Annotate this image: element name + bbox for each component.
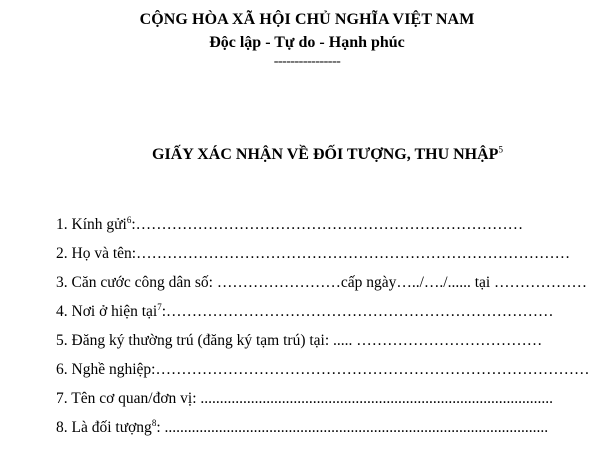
field-current-residence-label: 4. Nơi ở hiện tại	[56, 303, 158, 320]
field-current-residence-blank: :…………………………………………………………………	[161, 303, 554, 320]
footnote-6: 6	[126, 216, 132, 225]
field-recipient-label: 1. Kính gửi	[56, 216, 127, 233]
field-recipient	[56, 216, 596, 234]
document-title	[0, 146, 614, 164]
national-motto: Độc lập - Tự do - Hạnh phúc	[209, 34, 405, 51]
field-registered-residence-label: 5. Đăng ký thường trú (đăng ký tạm trú) tại:	[56, 332, 330, 349]
field-citizen-id	[56, 274, 596, 292]
field-organization-label: 7. Tên cơ quan/đơn vị:	[56, 390, 197, 407]
field-full-name	[56, 245, 596, 263]
field-registered-residence	[56, 332, 596, 350]
field-full-name-blank: …………………………………………………………………………	[136, 245, 571, 262]
document-title-text: GIẤY XÁC NHẬN VỀ ĐỐI TƯỢNG, THU NHẬP	[152, 146, 499, 163]
field-occupation-blank: …………………………………………………………………………	[155, 361, 590, 378]
field-subject-type-blank: : ...................................................................................................	[156, 419, 549, 436]
field-organization-blank: ...........................................................................................	[196, 390, 554, 407]
footnote-7: 7	[157, 303, 162, 312]
field-full-name-label: 2. Họ và tên:	[56, 245, 137, 262]
field-subject-type	[56, 419, 596, 437]
field-current-residence	[56, 303, 596, 321]
field-registered-residence-blank: ..... ………………………………	[329, 332, 543, 349]
field-citizen-id-blank: ……………………cấp ngày…../…./...... tại ………………	[212, 274, 588, 291]
field-occupation-label: 6. Nghề nghiệp:	[56, 361, 156, 378]
field-citizen-id-label: 3. Căn cước công dân số:	[56, 274, 213, 291]
country-name: CỘNG HÒA XÃ HỘI CHỦ NGHĨA VIỆT NAM	[139, 11, 475, 28]
header-divider: ----------------	[273, 54, 341, 69]
title-footnote: 5	[498, 144, 503, 155]
footnote-8: 8	[151, 419, 157, 428]
field-organization	[56, 390, 596, 408]
field-subject-type-label: 8. Là đối tượng	[56, 419, 152, 436]
field-recipient-blank: :…………………………………………………………………	[131, 216, 524, 233]
field-occupation	[56, 361, 596, 379]
